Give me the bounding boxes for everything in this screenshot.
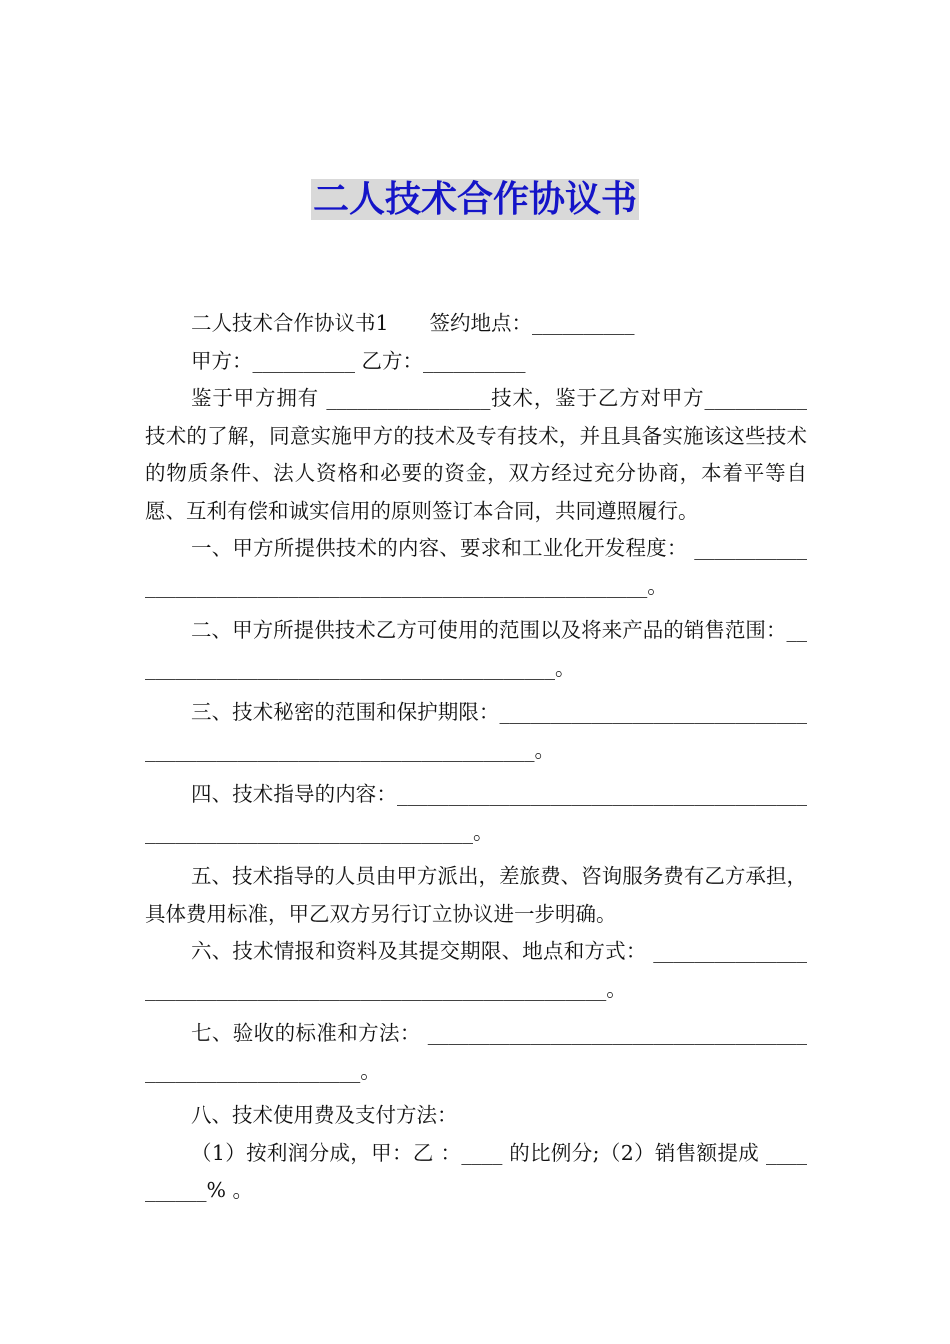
clause-8-detail: （1）按利润分成，甲：乙 ：____ 的比例分;（2）销售额提成 __________% 。 [145,1140,807,1202]
document-title [0,176,950,224]
clause-8: 八、技术使用费及支付方法： [191,1103,458,1127]
clause-5: 五、技术指导的人员由甲方派出，差旅费、咨询服务费有乙方承担，具体费用标准，甲乙双方另行订立协议进一步明确。 [145,864,807,926]
paragraph-header: 二人技术合作协议书1 签约地点：__________ [191,311,635,335]
clause-6: 六、技术情报和资料及其提交期限、地点和方式： ____________________________________________________________。 [145,939,807,1001]
paragraph-preamble: 鉴于甲方拥有 ________________技术，鉴于乙方对甲方__________技术的了解，同意实施甲方的技术及专有技术，并且具备实施该这些技术的物质条件、法人资格和必要的资金，双方经过充分协商，本着平等自愿、互利有偿和诚实信用的原则签订本合同，共同遵照履行。 [145,386,807,523]
clause-3: 三、技术秘密的范围和保护期限：____________________________________________________________________。 [145,700,807,762]
document-title-text: 二人技术合作协议书 [312,179,637,220]
clause-4: 四、技术指导的内容：________________________________________________________________________。 [145,782,807,844]
clause-1: 一、甲方所提供技术的内容、要求和工业化开发程度： ____________________________________________________________。 [145,536,807,598]
paragraph-parties: 甲方：__________ 乙方：__________ [191,348,526,373]
document-body [145,305,807,1210]
clause-2: 二、甲方所提供技术乙方可使用的范围以及将来产品的销售范围：__________________________________________。 [145,618,807,680]
clause-7: 七、验收的标准和方法： __________________________________________________________。 [145,1021,807,1083]
